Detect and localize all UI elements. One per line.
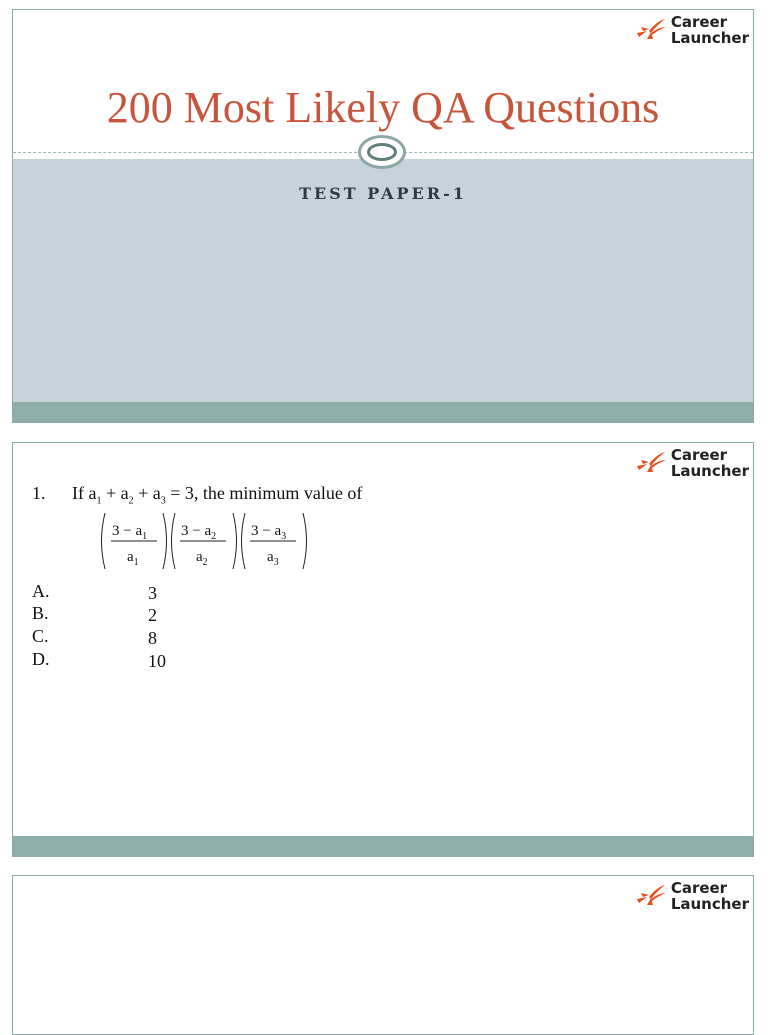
title-slide: [12, 9, 754, 423]
career-launcher-logo: [633, 447, 749, 479]
launcher-swoosh-icon: [633, 883, 667, 909]
career-launcher-logo: [633, 14, 749, 46]
option-a-value: 3: [148, 583, 157, 603]
question-number: 1.: [32, 483, 46, 503]
svg-text:3 − a3: $3 - a_3$: [251, 523, 287, 542]
next-slide: [12, 875, 754, 1035]
logo-line-career: Career: [670, 879, 728, 897]
svg-text:3 − a2: $3 - a_2$: [181, 523, 217, 542]
question-slide: [12, 442, 754, 857]
option-b-value: 2: [148, 605, 157, 625]
option-c-label: C.: [32, 626, 49, 646]
footer-bar: [13, 836, 753, 856]
svg-text:3 − a1: $3 - a_1$: [112, 523, 148, 542]
option-d-value: 10: [148, 651, 166, 671]
question-formula: [97, 509, 317, 573]
career-launcher-logo: [633, 880, 749, 912]
svg-text:a2: $a_2$: [196, 549, 208, 568]
slide-subtitle: TEST PAPER-1: [299, 184, 467, 203]
svg-text:a1: $a_1$: [127, 549, 139, 568]
logo-line-launcher: Launcher: [670, 29, 749, 47]
option-a-label: A.: [32, 581, 50, 601]
footer-bar: [13, 402, 753, 422]
option-c-value: 8: [148, 628, 157, 648]
logo-line-launcher: Launcher: [670, 462, 749, 480]
logo-line-launcher: Launcher: [670, 895, 749, 913]
ring-ornament-icon: [358, 135, 406, 169]
svg-text:a3: $a_3$: [267, 549, 279, 568]
option-b-label: B.: [32, 603, 49, 623]
slide-title: 200 Most Likely QA Questions: [106, 83, 660, 132]
logo-line-career: Career: [670, 13, 728, 31]
launcher-swoosh-icon: [633, 450, 667, 476]
launcher-swoosh-icon: [633, 17, 667, 43]
option-d-label: D.: [32, 649, 50, 669]
logo-line-career: Career: [670, 446, 728, 464]
question-text: If $a_1 + a_2 + a_3 = 3$, the minimum value of: [72, 483, 363, 507]
